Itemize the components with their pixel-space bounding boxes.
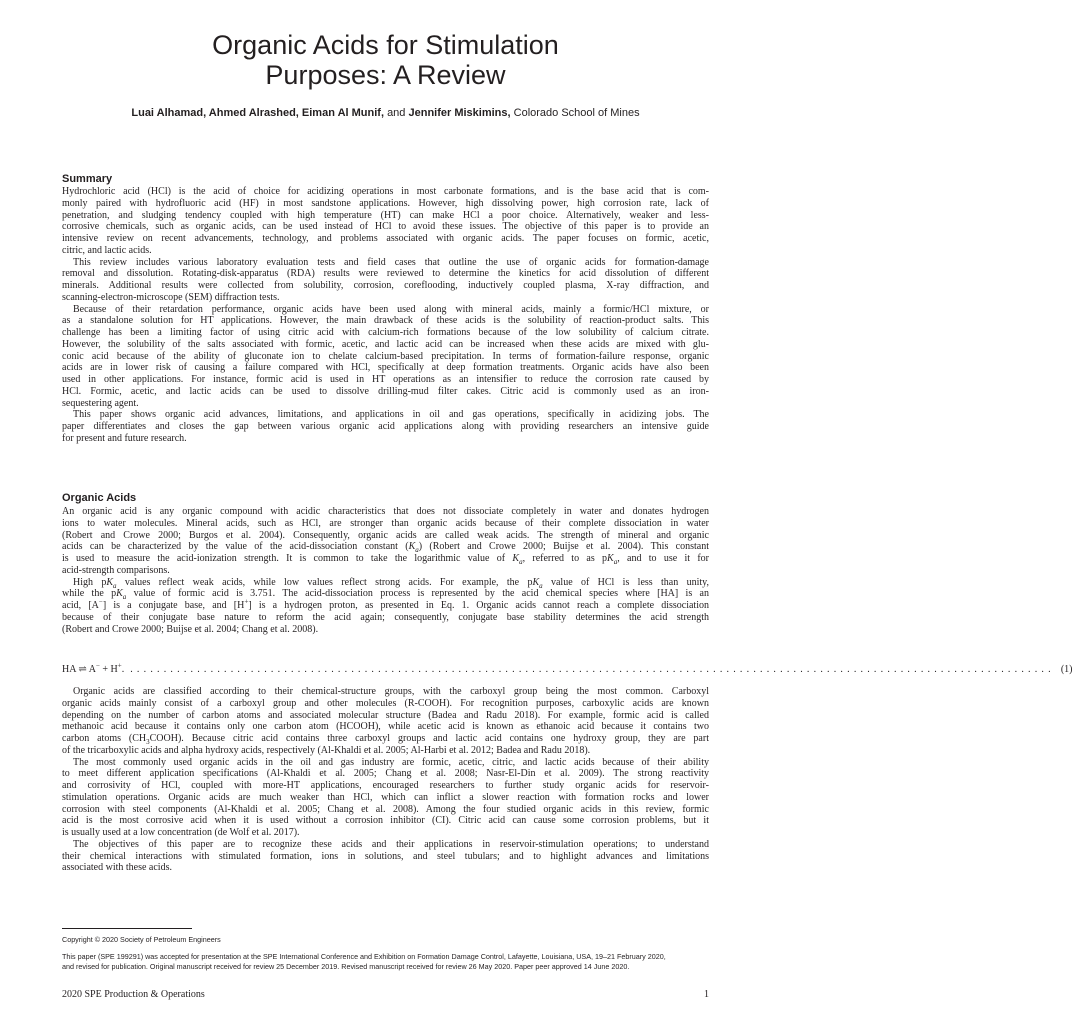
summary-paragraph-2: This review includes various laboratory evaluation tests and field cases that outline the use of organic acids for formation-damage removal and dissolution. Rotating-disk-apparatus (RDA) results were reviewed to determine the kinetics for acid dissolution of different minerals. Additional results were collected from solubility, corrosion, coreflooding, inductively coupled plasma, X-ray diffraction, and scanning-electron-microscope (SEM) diffraction tests. <box>62 256 709 303</box>
page-number: 1 <box>704 989 709 1000</box>
author-last-name: Jennifer Miskimins, <box>408 107 511 119</box>
organic-acids-body-2 <box>62 686 709 874</box>
journal-footer: 2020 SPE Production & Operations <box>62 989 205 1000</box>
footnote-rule <box>62 928 192 929</box>
copyright-line: Copyright © 2020 Society of Petroleum Engineers <box>62 935 221 944</box>
line-with-pka: is used to measure the acid-ionization strength. It is common to take the logarithmic value of $K_a$, referred to as $pK_a$, and to use it for <box>62 553 709 566</box>
author-line <box>62 106 709 120</box>
publication-note <box>62 952 709 971</box>
organic-acids-paragraph-3: Organic acids are classified according to their chemical-structure groups, with the carboxyl group being the most common. Carboxyl organic acids mainly consist of a carboxyl group and other molecules (R-COOH). For recognition purposes, carboxylic acids are known depending on the number of carbon atoms and associated molecular structure (Badea and Radu 2018). For example, formic acid is called methanoic acid because it contains only one carbon atom (HCOOH), while acetic acid is known as ethanoic acid because it contains two carbon atoms $(CH_3COOH)$. Because citric acid contains three carboxyl groups and lactic acid contains one hydroxy group, they are part of the tricarboxylic acids and alpha hydroxy acids, respectively (Al-Khaldi et al. 2005; Al-Harbi et al. 2012; Badea and Radu 2018). <box>62 686 709 756</box>
organic-acids-paragraph-5: The objectives of this paper are to recognize these acids and their applications in reservoir-stimulation operations; to understand their chemical interactions with stimulated formation, ions in solutions, and steel tubulars; and to highlight advances and limitations associated with these acids. <box>62 838 709 874</box>
organic-acids-paragraph-2: High $pK_a$ values reflect weak acids, while low values reflect strong acids. For example, the $pK_a$ value of HCl is less than unity, while the $pK_a$ value of formic acid is 3.751. The acid-dissociation process is represented by the acid chemical species where [HA] is an acid, [A−] is a conjugate base, and [H+] is a hydrogen proton, as presented in Eq. 1. Organic acids cannot reach a complete dissociation because of their conjugate base nature to reform the acid again; consequently, conjugate base stability determines the acid strength (Robert and Crowe 2000; Buijse et al. 2004; Chang et al. 2008). <box>62 576 710 635</box>
summary-heading: Summary <box>62 173 113 185</box>
equation-lhs: HA ⇌ A− + H+. <box>62 661 125 675</box>
organic-acids-heading: Organic Acids <box>62 492 137 504</box>
organic-acids-paragraph-4: The most commonly used organic acids in the oil and gas industry are formic, acetic, citric, and lactic acids because of their ability to meet different application specifications (Al-Khaldi et al. 2005; Chang et al. 2008; Nasr-El-Din et al. 2009). The strong reactivity and corrosivity of HCl, coupled with more-HT applications, encouraged researchers to further study organic acids for reservoir- stimulation operations. Organic acids are much weaker than HCl, which can inflict a slower reaction with formation rocks and lower corrosion with steel components (Al-Khaldi et al. 2005; Chang et al. 2008). Among the four studied organic acids in this review, formic acid is the most corrosive acid when it is used without a corrosion inhibitor (CI). Citric acid can cause some corrosion problems, but it is usually used at a low concentration (de Wolf et al. 2017). <box>62 756 709 838</box>
equation-number: (1) <box>1060 664 1073 675</box>
organic-acids-body-1 <box>62 506 709 635</box>
publication-note-line-2: and revised for publication. Original manuscript received for review 25 December 2019. Revised manuscript received for review 26 May 2020. Paper peer approved 14 June 2020. <box>62 961 630 971</box>
summary-paragraph-3: Because of their retardation performance, organic acids have been used along with mineral acids, mainly a formic/HCl mixture, or as a standalone solution for HT applications. However, the main drawback of these acids is the solubility of reaction-product salts. This challenge has been a limiting factor of using citric acid with calcium-rich formations because of the low solubility of calcium citrate. However, the solubility of the salts associated with formic, acetic, and lactic acid can be increased when these acids are mixed with glu- conic acid because of the ability of gluconate ion to chelate calcium-based precipitation. In terms of formation-failure response, organic acids are in lower risk of causing a failure compared with HCl, specifically at deep formation treatments. Organic acids have also been used in other applications. For instance, formic acid is used in HT operations as an intensifier to reduce the corrosion rate caused by HCl. Formic, acetic, and lactic acids can be used to dissolve drilling-mud filter cakes. Citric acid is commonly used as an iron- sequestering agent. <box>62 303 709 409</box>
equation-leader-dots: .......................................................................................................................................... <box>130 664 1055 675</box>
title-line-2: Purposes: A Review <box>265 60 506 90</box>
organic-acids-paragraph-1: An organic acid is any organic compound with acidic characteristics that does not dissociate completely in water and donates hydrogen ions to water molecules. Mineral acids, such as HCl, are stronger than organic acids because of their complete dissociation in water (Robert and Crowe 2000; Burgos et al. 2004). Consequently, organic acids are called weak acids. The strength of mineral and organic acids can be characterized by the value of the acid-dissociation constant $(K_a)$ (Robert and Crowe 2000; Buijse et al. 2004). This constant is used to measure the acid-ionization strength. It is common to take the logarithmic value of $K_a$, referred to as $pK_a$, and to use it for acid-strength comparisons. <box>62 506 710 576</box>
author-and: and <box>387 107 406 119</box>
summary-paragraph-1: Hydrochloric acid (HCl) is the acid of choice for acidizing operations in most carbonate formations, and is the base acid that is com- monly paired with hydrofluoric acid (HF) in most sandstone applications. However, high dissolving power, high corrosion rate, lack of penetration, and sludging tendency coupled with high temperature (HT) can make HCl a poor choice. Alternatively, weaker and less- corrosive chemicals, such as organic acids, can be used instead of HCl to avoid these issues. The objective of this paper is to provide an intensive review on recent advancements, technology, and problems associated with organic acids. The paper focuses on formic, acetic, citric, and lactic acids. <box>62 186 709 256</box>
summary-paragraph-4: This paper shows organic acid advances, limitations, and applications in oil and gas operations, specifically in acidizing jobs. The paper differentiates and closes the gap between various organic acid applications along with providing researchers an intensive guide for present and future research. <box>62 409 709 444</box>
paper-title <box>62 30 709 90</box>
line-with-ka: acids can be characterized by the value of the acid-dissociation constant $(K_a)$ (Robert and Crowe 2000; Buijse et al. 2004). This constant <box>62 541 710 555</box>
author-affiliation: Colorado School of Mines <box>513 107 640 119</box>
paper-page <box>62 0 1073 1024</box>
author-names: Luai Alhamad, Ahmed Alrashed, Eiman Al Munif, <box>131 107 384 119</box>
publication-note-line-1: This paper (SPE 199291) was accepted for presentation at the SPE International Conference and Exhibition on Formation Damage Control, Lafayette, Louisiana, USA, 19–21 February 2020, <box>62 952 666 961</box>
title-line-1: Organic Acids for Stimulation <box>212 30 559 60</box>
summary-body <box>62 186 709 445</box>
equation-1 <box>62 661 1073 677</box>
